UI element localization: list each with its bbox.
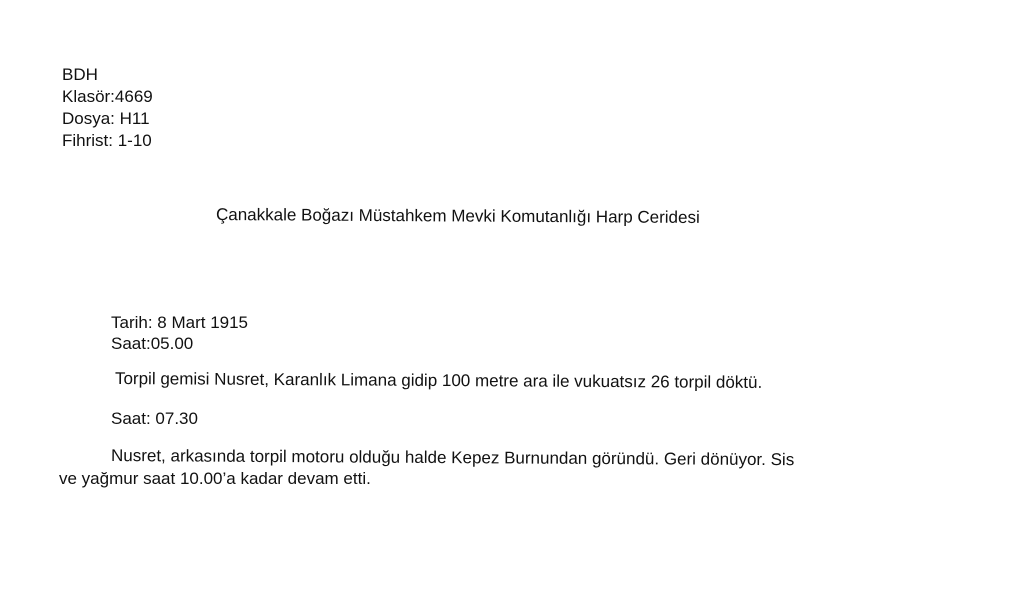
archive-index: Fihrist: 1-10 [62,131,152,150]
archive-folder: Klasör:4669 [62,87,153,106]
entry-text-line: ve yağmur saat 10.00’a kadar devam etti. [59,469,371,488]
entry-date: Tarih: 8 Mart 1915 [111,313,249,332]
archive-reference [62,64,153,152]
entry-text: Torpil gemisi Nusret, Karanlık Limana gidip 100 metre ara ile vukuatsız 26 torpil döktü. [114,369,763,392]
archive-source: BDH [62,65,98,84]
document-title: Çanakkale Boğazı Müstahkem Mevki Komutanlığı Harp Ceridesi [215,205,700,227]
entry-text-line: Nusret, arkasında torpil motoru olduğu halde Kepez Burnundan göründü. Geri dönüyor. Sis [110,446,795,470]
entry-time: Saat:05.00 [111,334,194,353]
archive-file: Dosya: H11 [62,109,150,128]
entry-time: Saat: 07.30 [111,409,198,428]
